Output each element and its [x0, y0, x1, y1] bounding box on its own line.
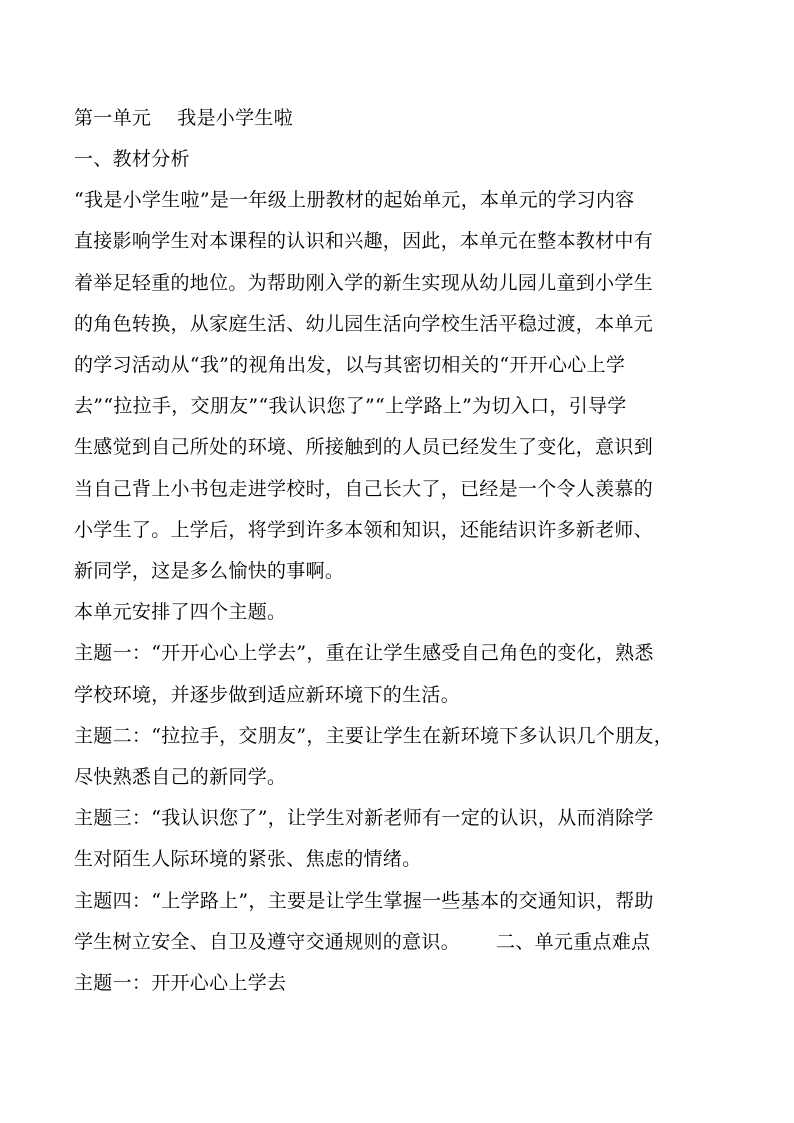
theme3-line: 生对陌生人际环境的紧张、焦虑的情绪。: [74, 848, 422, 870]
theme2-line: 主题二：“拉拉手，交朋友”，主要让学生在新环境下多认识几个朋友，: [74, 725, 674, 747]
paragraph-line: “我是小学生啦”是一年级上册教材的起始单元，本单元的学习内容: [74, 189, 635, 211]
paragraph-line: 直接影响学生对本课程的认识和兴趣，因此，本单元在整本教材中有: [74, 230, 654, 252]
paragraph-line: 小学生了。上学后，将学到许多本领和知识，还能结识许多新老师、: [74, 519, 654, 541]
section-heading-keypoints: 二、单元重点难点: [496, 931, 651, 953]
theme4-line-end: 学生树立安全、自卫及遵守交通规则的意识。: [74, 931, 461, 953]
paragraph-line: 着举足轻重的地位。为帮助刚入学的新生实现从幼儿园儿童到小学生: [74, 272, 654, 294]
theme2-line: 尽快熟悉自己的新同学。: [74, 766, 287, 788]
theme4-line: [74, 929, 650, 955]
theme4-line: 主题四：“上学路上”，主要是让学生掌握一些基本的交通知识，帮助: [74, 890, 654, 912]
unit-label: 第一单元: [74, 107, 152, 129]
paragraph-line: 新同学，这是多么愉快的事啊。: [74, 560, 345, 582]
paragraph-line: 生感觉到自己所处的环境、所接触到的人员已经发生了变化，意识到: [74, 436, 654, 458]
paragraph-line: 的角色转换，从家庭生活、幼儿园生活向学校生活平稳过渡，本单元: [74, 313, 654, 335]
unit-heading: [74, 105, 293, 131]
unit-title: 我是小学生啦: [177, 107, 294, 129]
theme1-line: 学校环境，并逐步做到适应新环境下的生活。: [74, 684, 461, 706]
theme3-line: 主题三：“我认识您了”，让学生对新老师有一定的认识，从而消除学: [74, 807, 654, 829]
paragraph-line: 当自己背上小书包走进学校时，自己长大了，已经是一个令人羡慕的: [74, 478, 654, 500]
paragraph-four-themes: 本单元安排了四个主题。: [74, 601, 287, 623]
paragraph-line: 的学习活动从“我”的视角出发，以与其密切相关的“开开心心上学: [74, 354, 626, 376]
paragraph-line: 去”“拉拉手，交朋友”“我认识您了”“上学路上”为切入口，引导学: [74, 395, 627, 417]
theme1-subheading: 主题一：开开心心上学去: [74, 972, 287, 994]
section-heading-analysis: 一、教材分析: [74, 148, 190, 170]
theme1-line: 主题一：“开开心心上学去”，重在让学生感受自己角色的变化，熟悉: [74, 642, 654, 664]
